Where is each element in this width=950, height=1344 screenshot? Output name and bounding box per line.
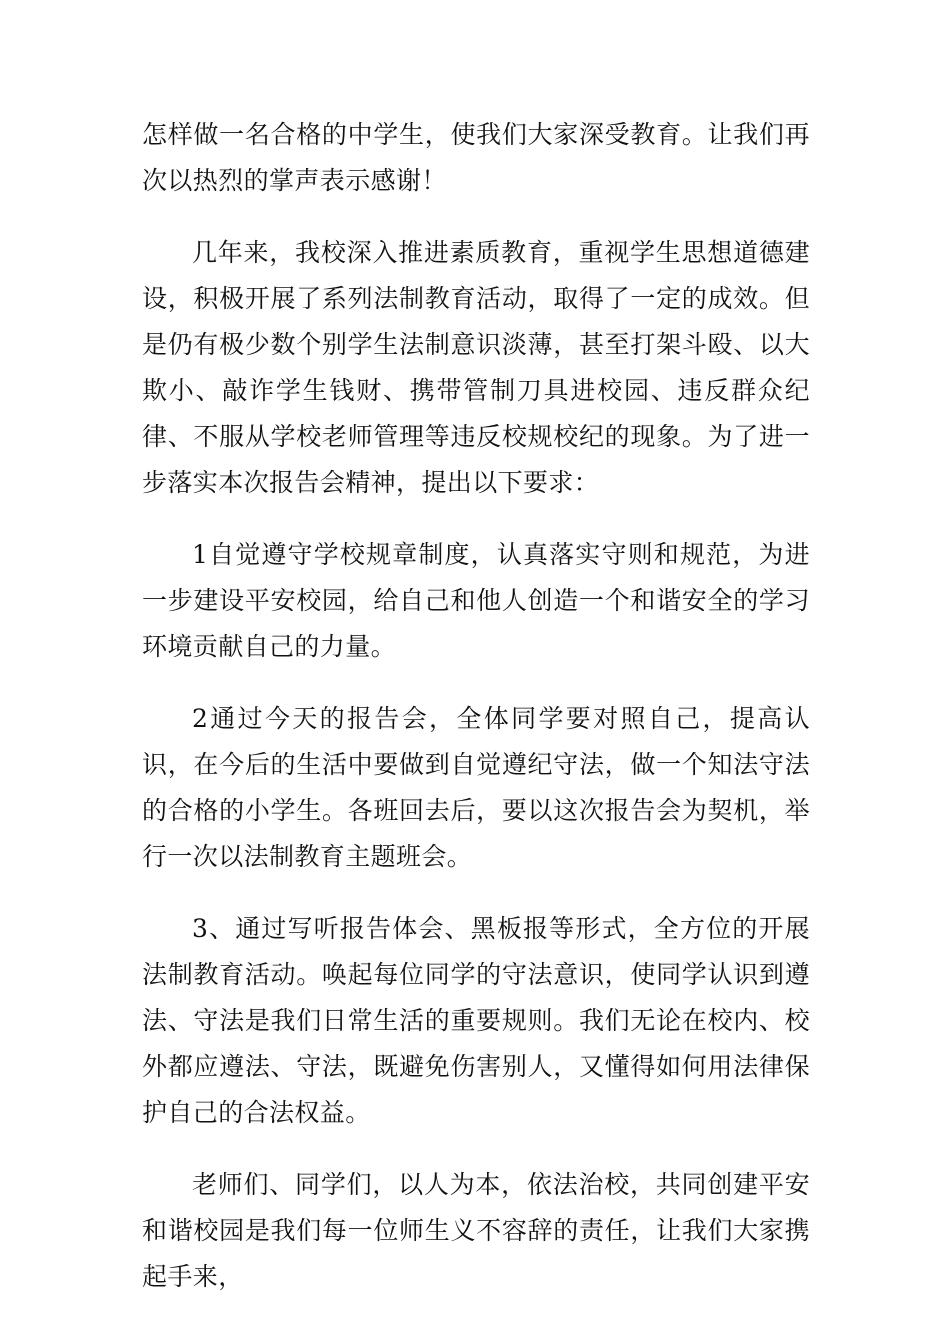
- paragraph-1: 怎样做一名合格的中学生，使我们大家深受教育。让我们再次以热烈的掌声表示感谢！: [142, 120, 810, 195]
- paragraph-4: 2通过今天的报告会，全体同学要对照自己，提高认识，在今后的生活中要做到自觉遵纪守法，做一个知法守法的合格的小学生。各班回去后，要以这次报告会为契机，举行一次以法制教育主题班会。: [142, 704, 810, 871]
- paragraph-2: 几年来，我校深入推进素质教育，重视学生思想道德建设，积极开展了系列法制教育活动，取得了一定的成效。但是仍有极少数个别学生法制意识淡薄，甚至打架斗殴、以大欺小、敲诈学生钱财、携带管制刀具进校园、违反群众纪律、不服从学校老师管理等违反校规校纪的现象。为了进一步落实本次报告会精神，提出以下要求：: [142, 238, 810, 497]
- document-body: [142, 112, 810, 1326]
- paragraph-3: 1自觉遵守学校规章制度，认真落实守则和规范，为进一步建设平安校园，给自己和他人创造一个和谐安全的学习环境贡献自己的力量。: [142, 540, 810, 661]
- paragraph-6: 老师们、同学们，以人为本，依法治校，共同创建平安和谐校园是我们每一位师生义不容辞的责任，让我们大家携起手来，: [142, 1170, 810, 1291]
- paragraph-5: 3、通过写听报告体会、黑板报等形式，全方位的开展法制教育活动。唤起每位同学的守法意识，使同学认识到遵法、守法是我们日常生活的重要规则。我们无论在校内、校外都应遵法、守法，既避免伤害别人，又懂得如何用法律保护自己的合法权益。: [142, 914, 810, 1127]
